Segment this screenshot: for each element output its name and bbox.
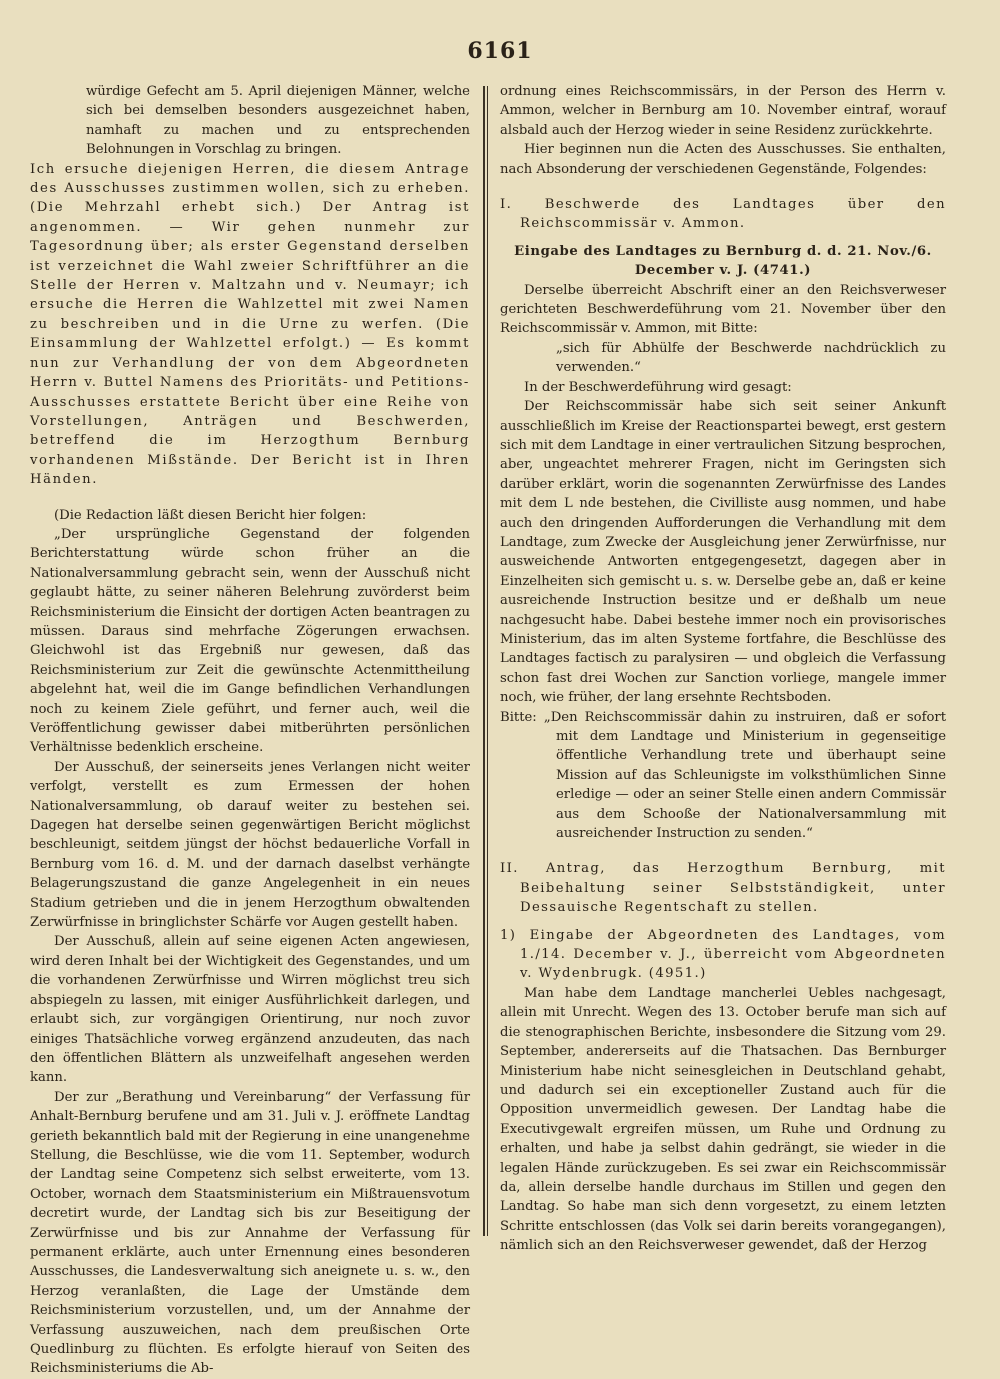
left-column [30,82,470,1379]
section-heading: II. Antrag, das Herzogthum Bernburg, mit Beibehaltung seiner Selbstständigkeit, unter Dessauische Regentschaft zu stellen. [500,861,946,916]
paragraph: (Die Redaction läßt diesen Bericht hier folgen: [54,507,367,523]
spacer [500,918,946,926]
paragraph: „Der ursprüngliche Gegenstand der folgenden Berichterstattung würde schon früher an die Nationalversammlung gebracht sein, wenn der Ausschuß nicht geglaubt hätte, zu seiner näheren Belehrung zuvörderst beim Reichsministerium die Einsicht der dortigen Acten beantragen zu müssen. Daraus sind mehrfache Zögerungen erwachsen. Gleichwohl ist das Ergebniß nur gewesen, daß das Reichsministerium zur Zeit die gewünschte Actenmittheilung abgelehnt hat, weil die im Gange befindlichen Verhandlungen noch zu keinem Ziele geführt, und ferner auch, weil die Veröffentlichung gewisser dabei mitberührten persönlichen Verhältnisse bedenklich erscheine. [30,526,470,756]
section-heading: I. Beschwerde des Landtages über den Reichscommissär v. Ammon. [500,197,946,232]
paragraph: ordnung eines Reichscommissärs, in der Person des Herrn v. Ammon, welcher in Bernburg am 10. November eintraf, worauf alsbald auch der Herzog wieder in seine Residenz zurückkehrte. [500,84,946,138]
subsection-title: 1) Eingabe der Abgeordneten des Landtages, vom 1./14. December v. J., überreicht vom Abgeordneten v. Wydenbrugk. (4951.) [500,927,946,982]
paragraph: Der Ausschuß, allein auf seine eigenen Acten angewiesen, wird deren Inhalt bei der Wichtigkeit des Gegenstandes, und um die vorhandenen Zerwürfnisse und Wirren möglichst treu sich abspiegeln zu lassen, mit einiger Ausführlichkeit darlegen, und erlaubt sich, zur vorgängigen Orientirung, nur noch zuvor einiges Thatsächliche vorweg ergänzend anzudeuten, das nach den öffentlichen Blättern als unzweifelhaft angesehen werden kann. [30,934,470,1086]
subsection-title: Eingabe des Landtages zu Bernburg d. d. 21. Nov./6. December v. J. (4741.) [514,243,932,279]
petition-text: „Den Reichscommissär dahin zu instruiren, daß er sofort mit dem Landtage und Ministerium in gegenseitige öffentliche Verhandlung trete und überhaupt seine Mission auf das Schleunigste im volksthümlichen Sinne erledige — oder an seiner Stelle einen andern Commissär aus dem Schooße der Nationalversammlung mit ausreichender Instruction zu senden.“ [543,709,946,842]
paragraph: In der Beschwerdeführung wird gesagt: [524,379,792,395]
page-number: 6161 [467,38,533,64]
paragraph: Der zur „Berathung und Vereinbarung“ der Verfassung für Anhalt-Bernburg berufene und am 31. Juli v. J. eröffnete Landtag gerieth bekanntlich bald mit der Regierung in eine unangenehme Stellung, die Beschlüsse, wie die vom 11. September, wodurch der Landtag seine Competenz sich selbst erweiterte, vom 13. October, wornach dem Staatsministerium ein Mißtrauensvotum decretirt wurde, der Landtag sich bis zur Beseitigung der Zerwürfnisse und bis zur Annahme der Verfassung für permanent erklärte, auch unter Ernennung eines besonderen Ausschusses, die Landesverwaltung sich aneignete u. s. w., den Herzog veranlaßten, die Lage der Umstände dem Reichsministerium vorzustellen, und, um der Annahme der Verfassung auszuweichen, nach dem preußischen Orte Quedlinburg zu flüchten. Es erfolgte hierauf von Seiten des Reichsministeriums die Ab- [30,1089,470,1377]
paragraph: Der Reichscommissär habe sich seit seiner Ankunft ausschließlich im Kreise der Reactionspartei bewegt, erst gestern sich mit dem Landtage in einer vertraulichen Sitzung besprochen, aber, ungeachtet mehrerer Fragen, nicht im Geringsten sich darüber erklärt, worin die sogenannten Zerwürfnisse des Landes mit dem L nde bestehen, die Civilliste ausg nommen, und habe auch den dringenden Aufforderungen die Verhandlung mit dem Landtage, zum Zwecke der Ausgleichung jener Zerwürfnisse, nur ausweichende Antworten entgegengesetzt, dagegen aber in Einzelheiten sich gemischt u. s. w. Derselbe gebe an, daß er keine ausreichende Instruction besitze und er deßhalb um neue nachgesucht habe. Dabei bestehe immer noch ein provisorisches Ministerium, das im alten Systeme fortfahre, die Beschlüsse des Landtages factisch zu paralysiren — und obgleich die Verfassung schon fast drei Wochen zur Sanction vorliege, mangele immer noch, wie früher, der lang ersehnte Rechtsboden. [500,399,946,706]
paragraph: Der Ausschuß, der seinerseits jenes Verlangen nicht weiter verfolgt, verstellt es zum Ermessen der hohen Nationalversammlung, ob darauf weiter zu bestehen sei. Dagegen hat derselbe seinen gegenwärtigen Bericht möglichst beschleunigt, seitdem jüngst der höchst bedauerliche Vorfall in Bernburg vom 16. d. M. und der darnach daselbst verhängte Belagerungszustand die ganze Angelegenheit in ein neues Stadium getrieben und die in jenem Herzogthum obwaltenden Zerwürfnisse in bringlichster Schärfe vor Augen gestellt haben. [30,759,470,931]
column-rule-inner [487,86,488,1236]
spacer [500,234,946,242]
spacer [500,843,946,859]
right-column [500,82,946,1256]
petition-block [500,708,946,844]
column-rule [483,86,485,1236]
paragraph: Ich ersuche diejenigen Herren, die diesem Antrage des Ausschusses zustimmen wollen, sich zu erheben. (Die Mehrzahl erhebt sich.) Der Antrag ist angenommen. — Wir gehen nunmehr zur Tagesordnung über; als erster Gegenstand derselben ist verzeichnet die Wahl zweier Schriftführer an die Stelle der Herren v. Maltzahn und v. Neumayr; ich ersuche die Herren die Wahlzettel mit zwei Namen zu beschreiben und in die Urne zu werfen. (Die Einsammlung der Wahlzettel erfolgt.) — Es kommt nun zur Verhandlung der von dem Abgeordneten Herrn v. Buttel Namens des Prioritäts- und Petitions-Ausschusses erstattete Bericht über eine Reihe von Vorstellungen, Anträgen und Beschwerden, betreffend die im Herzogthum Bernburg vorhandenen Mißstände. Der Bericht ist in Ihren Händen. [30,161,470,488]
paragraph: Hier beginnen nun die Acten des Ausschusses. Sie enthalten, nach Absonderung der verschiedenen Gegenstände, Folgendes: [500,142,946,177]
paragraph: Derselbe überreicht Abschrift einer an den Reichsverweser gerichteten Beschwerdeführung vom 21. November über den Reichscommissär v. Ammon, mit Bitte: [500,282,946,337]
paragraph: Man habe dem Landtage mancherlei Uebles nachgesagt, allein mit Unrecht. Wegen des 13. October berufe man sich auf die stenographischen Berichte, insbesondere die Sitzung vom 29. September, andererseits auf die Thatsachen. Das Bernburger Ministerium habe nicht seinesgleichen in Deutschland gehabt, und dadurch sei ein exceptioneller Zustand auch für die Opposition unvermeidlich gewesen. Der Landtag habe die Executivgewalt ergreifen müssen, um Ruhe und Ordnung zu erhalten, und habe ja selbst dahin gedrängt, sie wieder in die legalen Hände zurückzugeben. Es sei zwar ein Reichscommissär da, allein derselbe handle durchaus im Stillen und gegen den Landtag. So habe man sich denn vorgesetzt, zu einem letzten Schritte entschlossen (das Volk sei darin bereits vorangegangen), nämlich sich an den Reichsverweser gewendet, daß der Herzog [500,985,946,1254]
paragraph: würdige Gefecht am 5. April diejenigen Männer, welche sich bei demselben besonders ausgezeichnet haben, namhaft zu machen und zu entsprechenden Belohnungen in Vorschlag zu bringen. [86,84,470,158]
quotation: „sich für Abhülfe der Beschwerde nachdrücklich zu verwenden.“ [556,340,946,376]
spacer [30,490,470,506]
spacer [500,179,946,195]
petition-label: Bitte: [500,709,537,725]
